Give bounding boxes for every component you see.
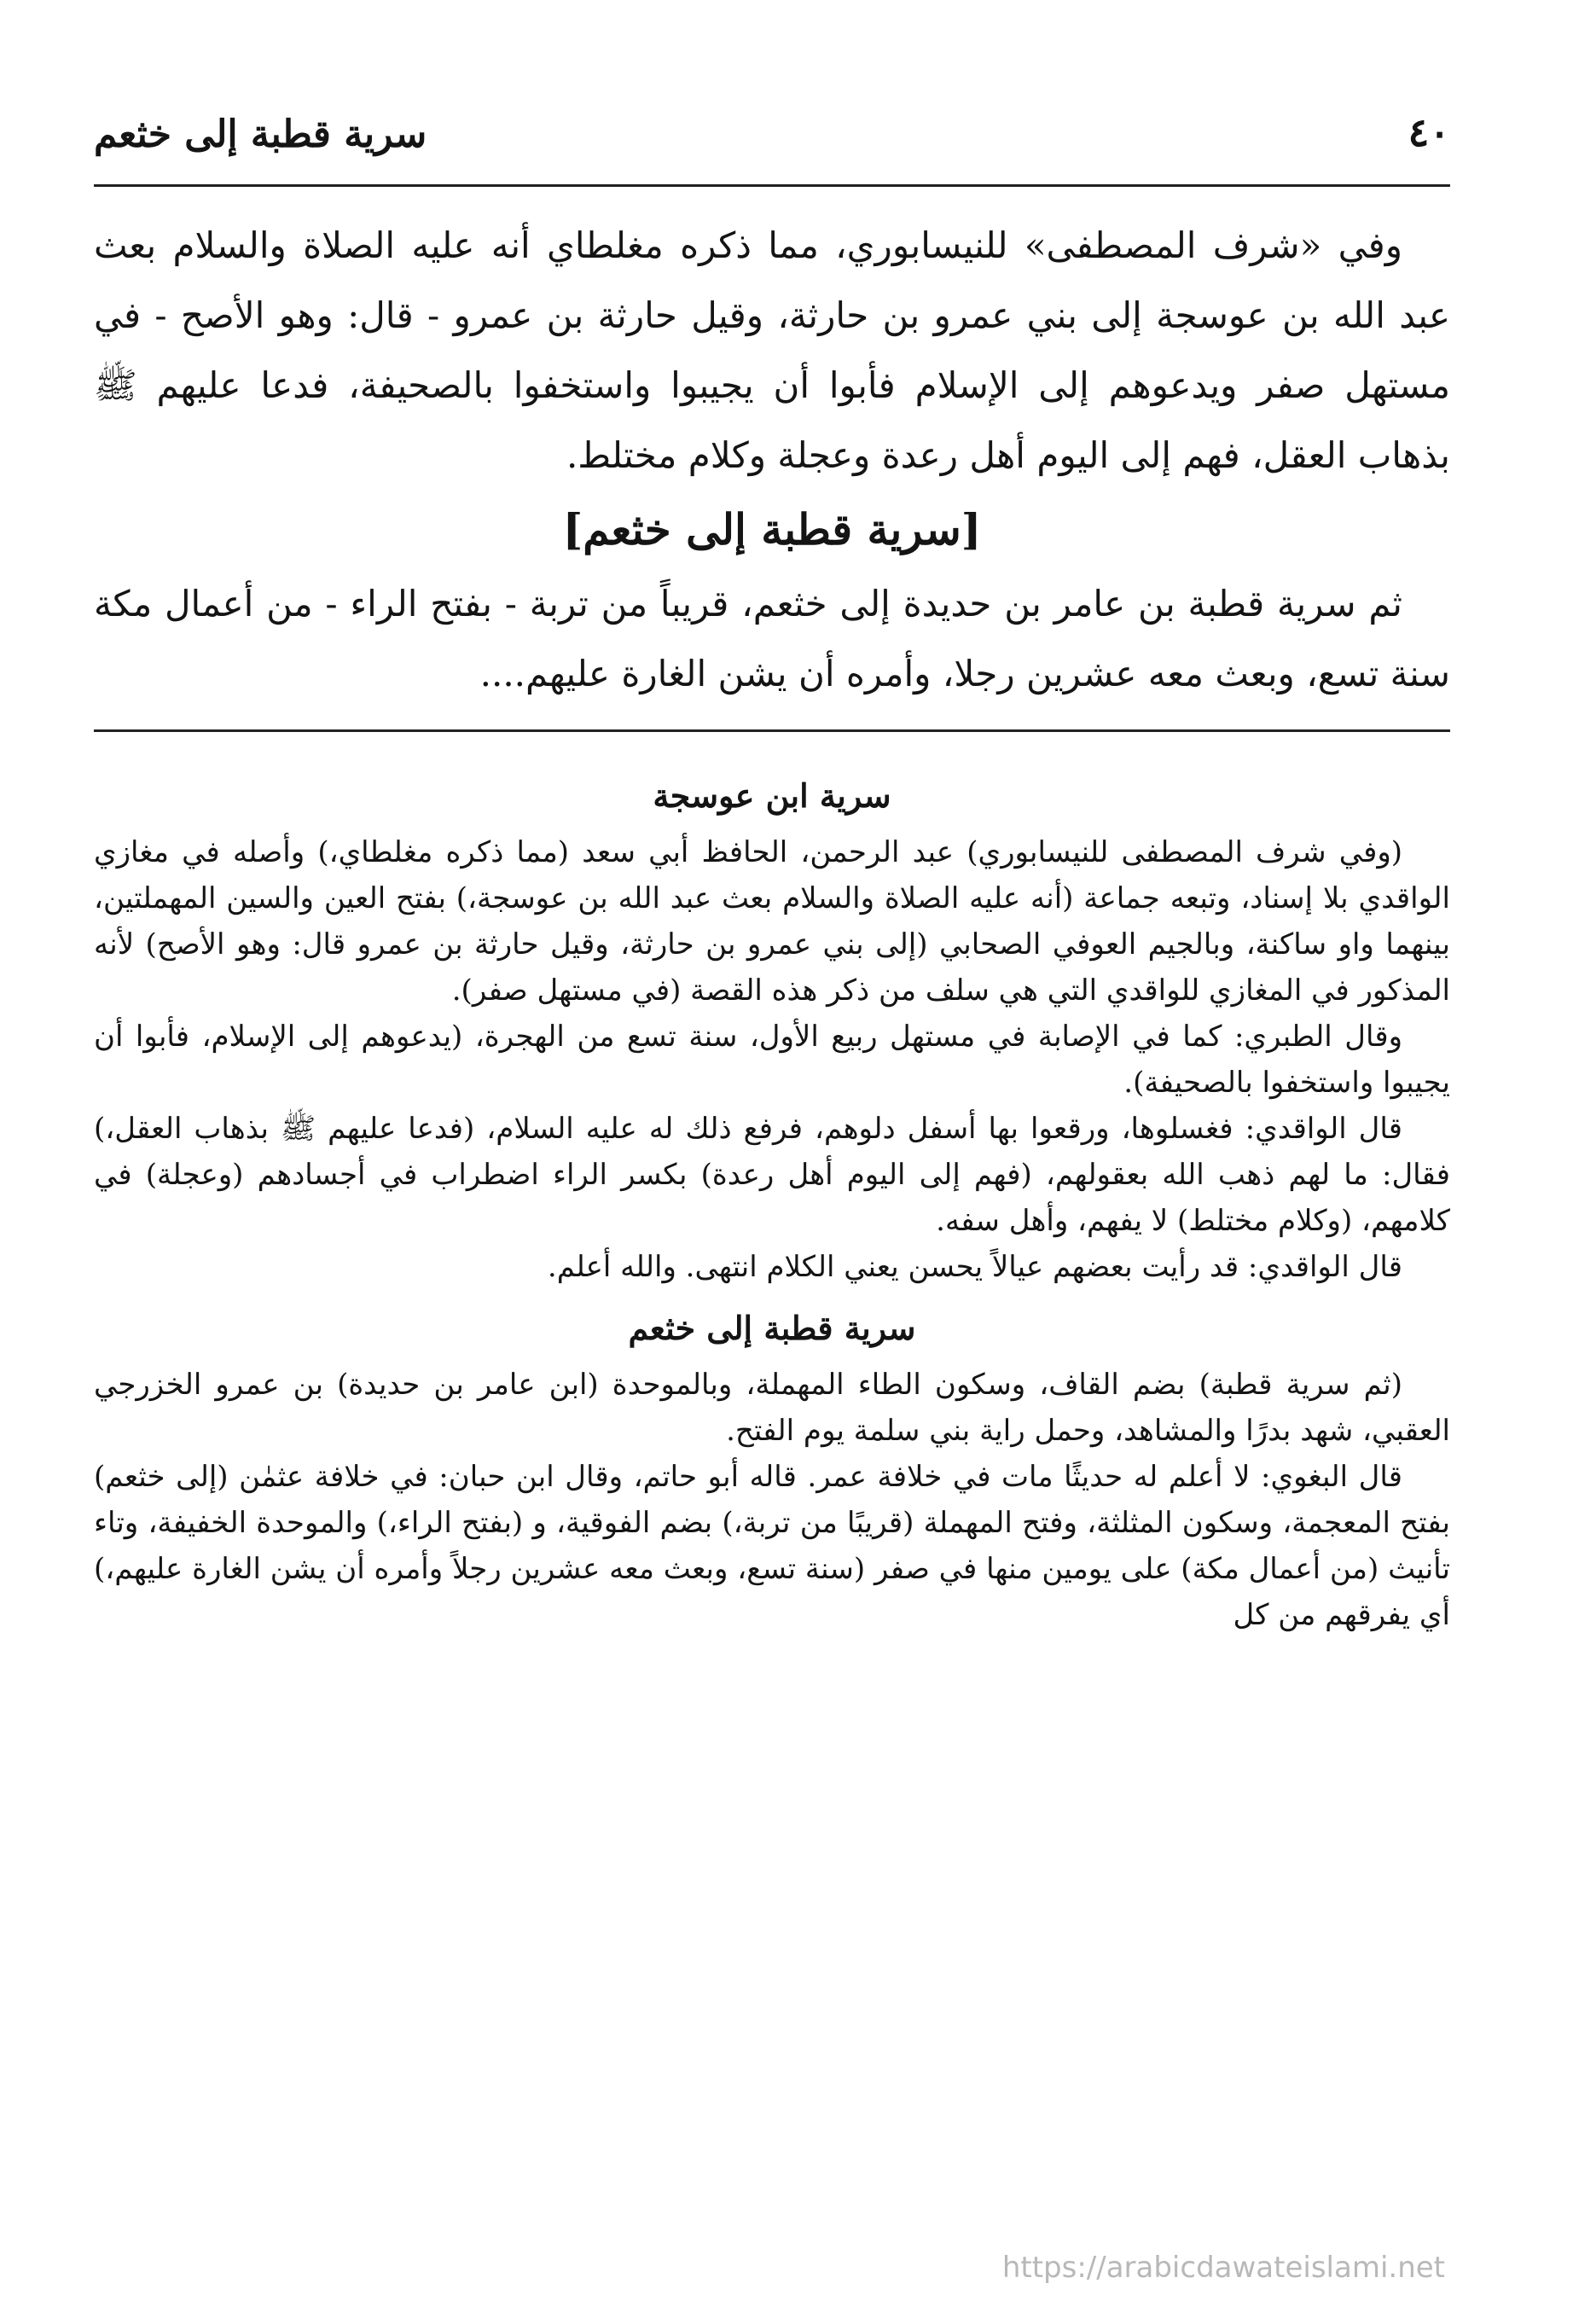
commentary-heading-1: سرية ابن عوسجة [653, 776, 891, 815]
book-page [94, 102, 1450, 2269]
running-title: سرية قطبة إلى خثعم [94, 113, 427, 156]
commentary-paragraph-2: وقال الطبري: كما في الإصابة في مستهل ربيع الأول، سنة تسع من الهجرة، (يدعوهم إلى الإسلام، فأبوا أن يجيبوا واستخفوا بالصحيفة). [94, 1020, 1450, 1100]
page-header [94, 102, 1450, 187]
watermark-url: https://arabicdawateislami.net [1001, 2251, 1445, 2285]
commentary-paragraph-6: قال البغوي: لا أعلم له حديثًا مات في خلافة عمر. قاله أبو حاتم، وقال ابن حبان: في خلافة عثمٰن (إلى خثعم) بفتح المعجمة، وسكون المثلثة، وفتح المهملة (قريبًا من تربة،) بضم الفوقية، و (بفتح الراء،) والموحدة الخفيفة، وتاء تأنيث (من أعمال مكة) على يومين منها في صفر (سنة تسع، وبعث معه عشرين رجلاً وأمره أن يشن الغارة عليهم،) أي يفرقهم من كل [94, 1460, 1450, 1632]
main-text [94, 211, 1450, 709]
commentary-paragraph-1: (وفي شرف المصطفى للنيسابوري) عبد الرحمن، الحافظ أبي سعد (مما ذكره مغلطاي،) وأصله في مغازي الواقدي بلا إسناد، وتبعه جماعة (أنه عليه الصلاة والسلام بعث عبد الله بن عوسجة،) بفتح العين والسين المهملتين، بينهما واو ساكنة، وبالجيم العوفي الصحابي (إلى بني عمرو بن حارثة، وقيل حارثة بن عمرو قال: وهو الأصح) لأنه المذكور في المغازي للواقدي التي هي سلف من ذكر هذه القصة (في مستهل صفر). [94, 835, 1450, 1008]
footnote-separator [94, 729, 1450, 732]
page-number: ٤٠ [1408, 109, 1450, 155]
commentary-paragraph-5: (ثم سرية قطبة) بضم القاف، وسكون الطاء المهملة، وبالموحدة (ابن عامر بن حديدة) بن عمرو الخزرجي العقبي، شهد بدرًا والمشاهد، وحمل راية بني سلمة يوم الفتح. [94, 1368, 1450, 1448]
commentary [94, 766, 1450, 1638]
main-paragraph-2: ثم سرية قطبة بن عامر بن حديدة إلى خثعم، قريباً من تربة - بفتح الراء - من أعمال مكة سنة تسع، وبعث معه عشرين رجلا، وأمره أن يشن الغارة عليهم.... [94, 583, 1450, 694]
main-paragraph-1: وفي «شرف المصطفى» للنيسابوري، مما ذكره مغلطاي أنه عليه الصلاة والسلام بعث عبد الله بن عوسجة إلى بني عمرو بن حارثة، وقيل حارثة بن عمرو - قال: وهو الأصح - في مستهل صفر ويدعوهم إلى الإسلام فأبوا أن يجيبوا واستخفوا بالصحيفة، فدعا عليهم ﷺ بذهاب العقل، فهم إلى اليوم أهل رعدة وعجلة وكلام مختلط. [94, 224, 1450, 476]
commentary-paragraph-3: قال الواقدي: فغسلوها، ورقعوا بها أسفل دلوهم، فرفع ذلك له عليه السلام، (فدعا عليهم ﷺ بذهاب العقل،) فقال: ما لهم ذهب الله بعقولهم، (فهم إلى اليوم أهل رعدة) بكسر الراء اضطراب في أجسادهم (وعجلة) في كلامهم، (وكلام مختلط) لا يفهم، وأهل سفه. [94, 1112, 1450, 1238]
commentary-paragraph-4: قال الواقدي: قد رأيت بعضهم عيالاً يحسن يعني الكلام انتهى. والله أعلم. [547, 1250, 1402, 1284]
section-heading: [سرية قطبة إلى خثعم] [562, 504, 982, 555]
commentary-heading-2: سرية قطبة إلى خثعم [628, 1309, 916, 1347]
